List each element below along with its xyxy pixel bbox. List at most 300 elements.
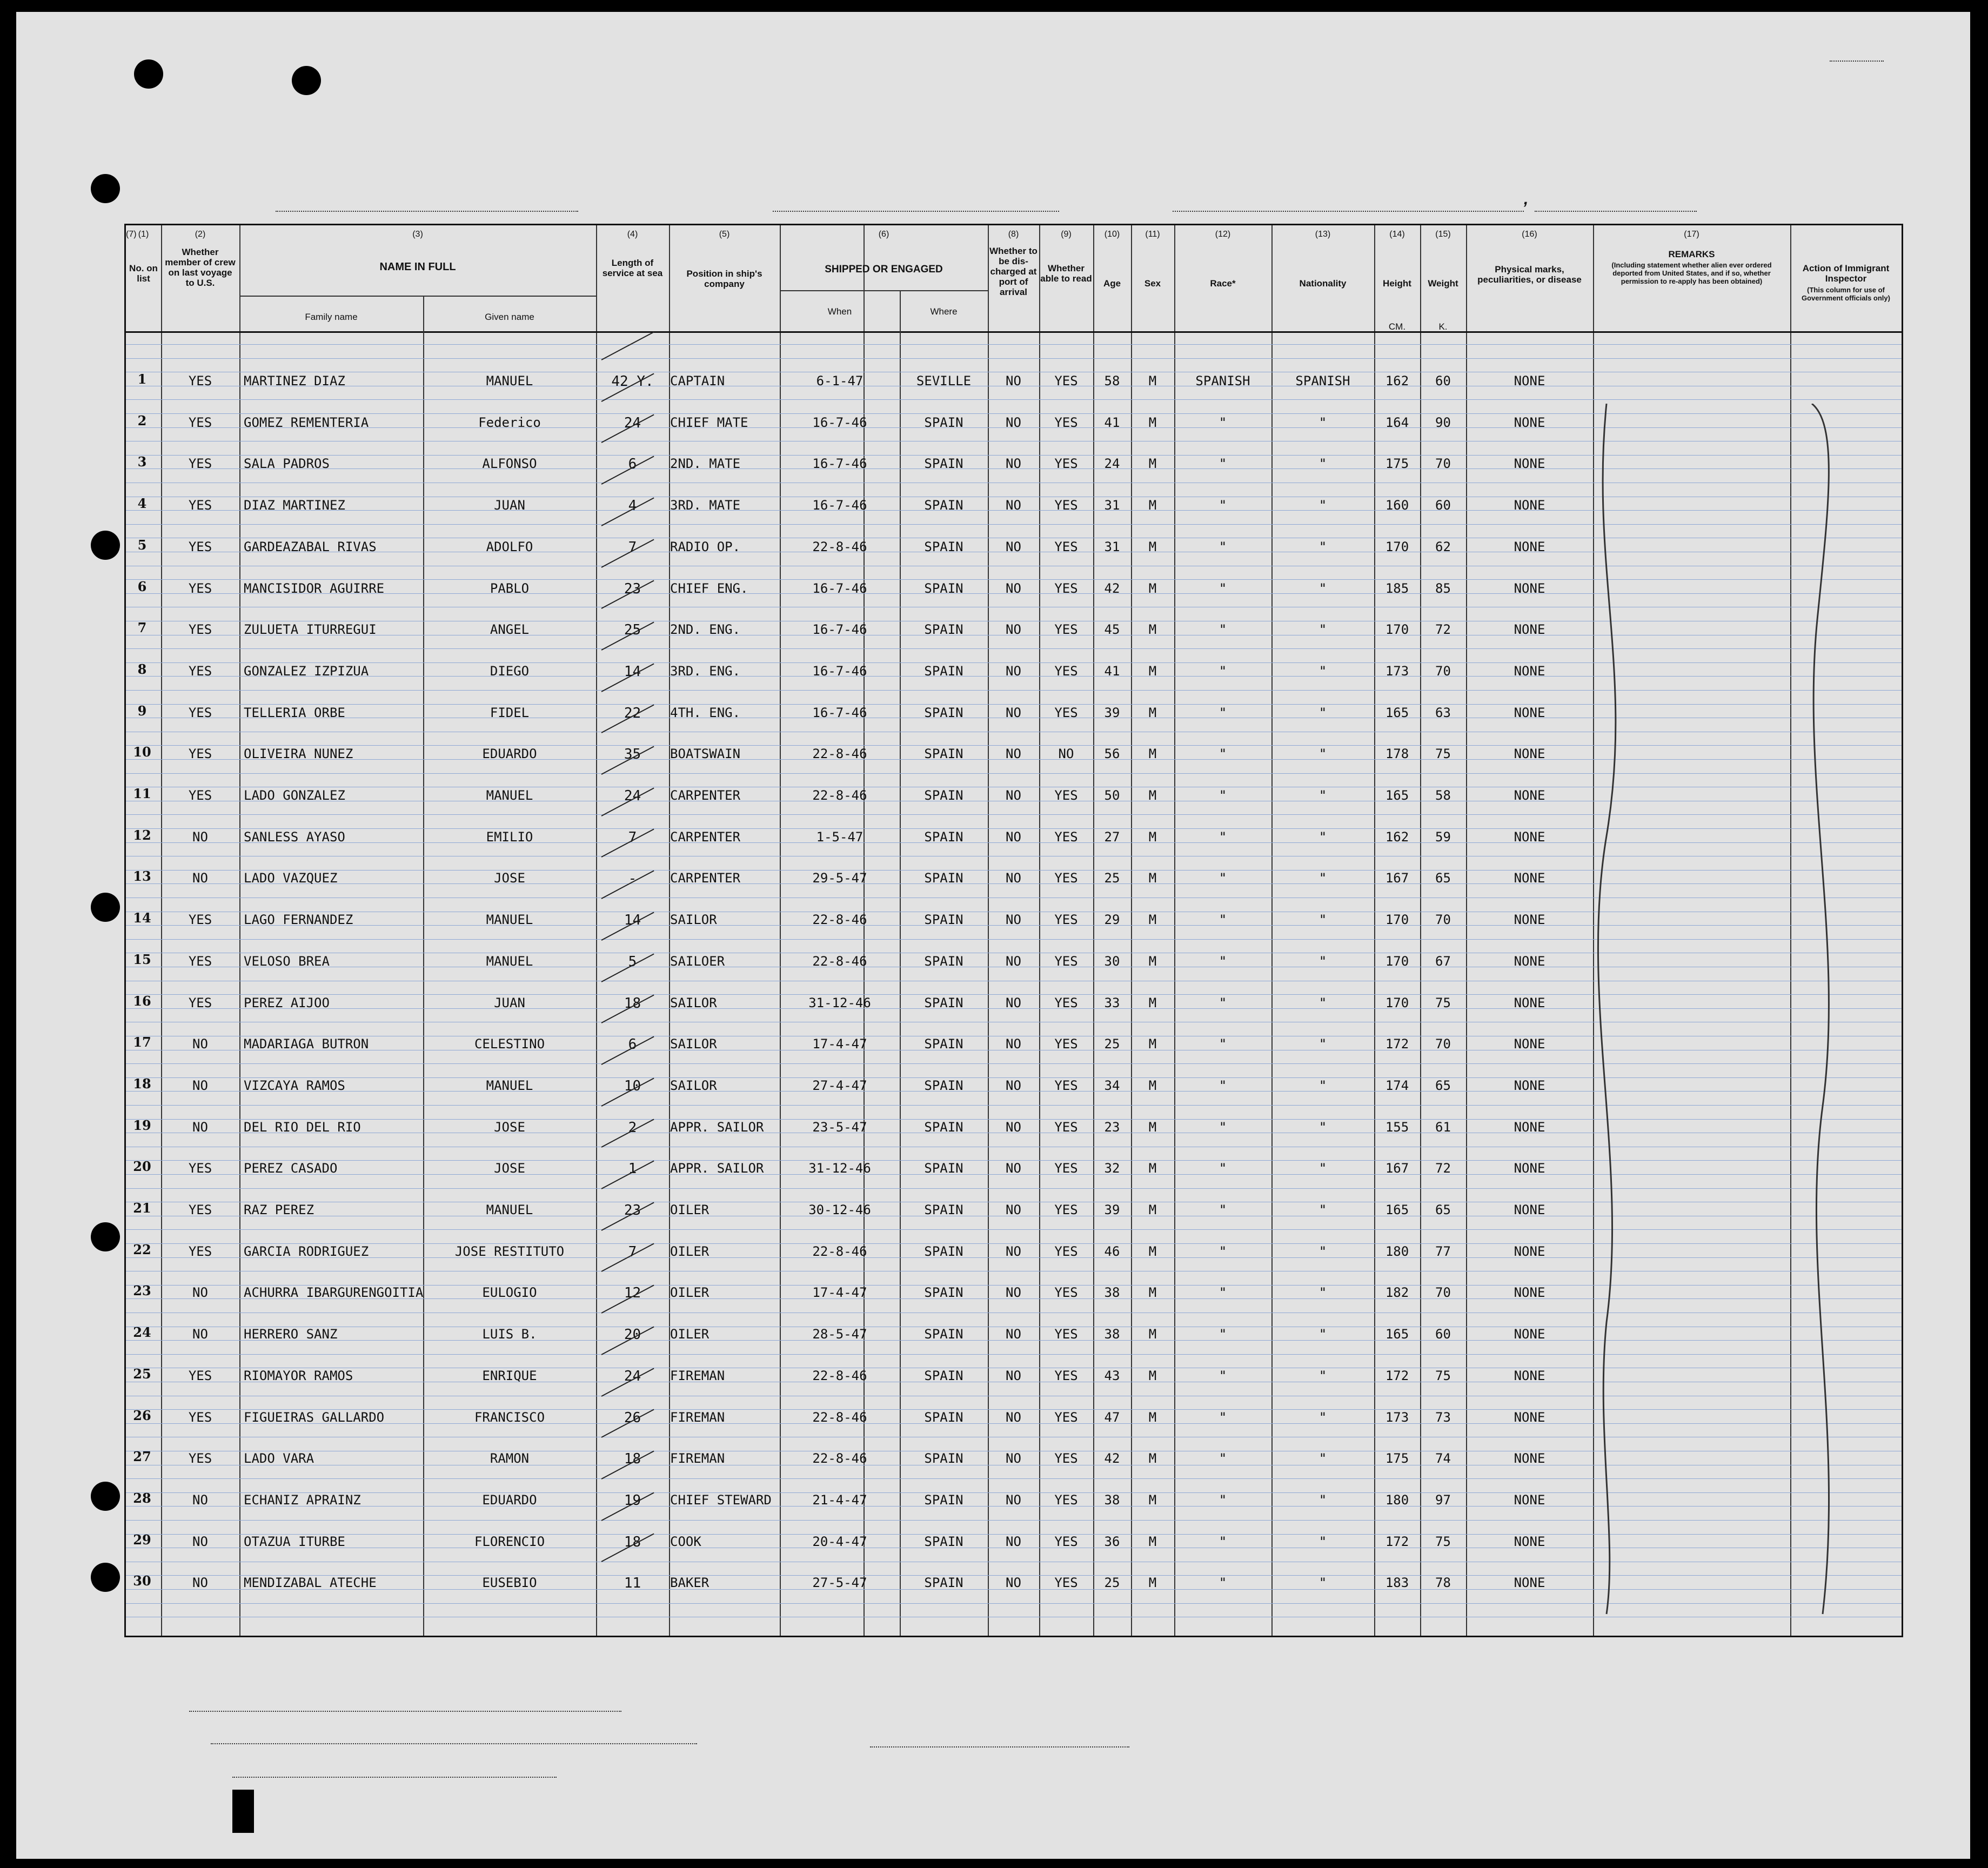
cell-race: " [1219,995,1227,1010]
row-number: 30 [133,1573,151,1589]
cell-race: " [1219,1077,1227,1093]
cell-sex: M [1148,498,1157,513]
cell-position: CARPENTER [670,829,741,845]
cell-where: SPAIN [924,1036,963,1052]
row-number: 17 [133,1034,151,1050]
table-row [126,661,1593,683]
cell-where: SPAIN [924,1534,963,1549]
header-remarks-note: (Including statement whether alien ever ordered deported from United States, and if so, whether permission to re-apply has been obtained) [1611,261,1772,285]
ruled-line [126,344,1902,345]
table-row [126,910,1593,932]
cell-given: JOSE [494,1161,525,1176]
cell-age: 41 [1104,414,1120,430]
cell-where: SPAIN [924,414,963,430]
cell-age: 34 [1104,1077,1120,1093]
cell-given: FRANCISCO [474,1409,545,1425]
table-row [126,1159,1593,1180]
cell-race: " [1219,1409,1227,1425]
table-row [126,1532,1593,1554]
punch-hole [91,893,120,922]
cell-weight: 65 [1435,871,1451,886]
cell-service: 35 [624,746,641,763]
cell-position: APPR. SAILOR [670,1119,764,1135]
cell-given: EMILIO [486,829,533,845]
cell-nationality: " [1318,995,1327,1010]
cell-height: 165 [1385,1202,1409,1217]
table-row [126,371,1593,393]
cell-race: " [1219,746,1227,762]
cell-read: YES [1054,539,1078,554]
cell-read: YES [1054,1534,1078,1549]
cell-age: 42 [1104,1451,1120,1467]
row-number: 12 [133,827,151,843]
row-number: 27 [133,1449,151,1465]
cell-when: 22-8-46 [812,746,867,762]
cell-age: 24 [1104,456,1120,472]
cell-marks: NONE [1514,1077,1545,1093]
cell-discharged: NO [1006,373,1021,389]
ditto-line-remarks [1585,404,1650,1619]
table-row [126,1408,1593,1429]
cell-last: YES [188,912,212,928]
cell-height: 162 [1385,373,1409,389]
cell-family: GARDEAZABAL RIVAS [244,539,377,554]
cell-family: PEREZ CASADO [244,1161,338,1176]
cell-sex: M [1148,663,1157,679]
header-able-to-read: Whether able to read [1040,263,1092,284]
cell-last: YES [188,705,212,720]
cell-sex: M [1148,622,1157,638]
cell-sex: M [1148,1534,1157,1549]
column-number: (5) [719,230,730,239]
table-row [126,537,1593,559]
cell-sex: M [1148,1202,1157,1217]
table-row [126,1200,1593,1222]
cell-sex: M [1148,1119,1157,1135]
cell-when: 22-8-46 [812,1409,867,1425]
cell-family: SANLESS AYASO [244,829,345,845]
cell-race: " [1219,580,1227,596]
cell-marks: NONE [1514,995,1545,1010]
column-rule [1790,225,1791,1636]
cell-discharged: NO [1006,1119,1021,1135]
cell-discharged: NO [1006,663,1021,679]
cell-position: 4TH. ENG. [670,705,741,720]
row-number: 2 [137,412,147,428]
cell-nationality: " [1318,1161,1327,1176]
cell-weight: 60 [1435,373,1451,389]
cell-family: SALA PADROS [244,456,330,472]
cell-family: LAGO FERNANDEZ [244,912,353,928]
cell-where: SPAIN [924,1202,963,1217]
row-number: 21 [133,1200,151,1216]
punch-hole [91,1482,120,1511]
cell-where: SPAIN [924,829,963,845]
cell-when: 27-4-47 [812,1077,867,1093]
cell-marks: NONE [1514,1575,1545,1591]
cell-age: 45 [1104,622,1120,638]
table-row [126,952,1593,973]
table-row [126,1034,1593,1056]
cell-race: " [1219,1243,1227,1259]
header-shipped: SHIPPED OR ENGAGED [825,264,943,275]
row-number: 4 [137,496,147,512]
cell-race: " [1219,456,1227,472]
cell-discharged: NO [1006,414,1021,430]
cell-discharged: NO [1006,622,1021,638]
cell-race: " [1219,1451,1227,1467]
cell-age: 50 [1104,788,1120,803]
row-number: 8 [137,661,147,677]
cell-read: NO [1058,746,1074,762]
cell-family: MADARIAGA BUTRON [244,1036,369,1052]
cell-read: YES [1054,1327,1078,1342]
row-number: 15 [133,951,151,967]
header-no-on-list: No. on list [129,263,158,284]
cell-where: SPAIN [924,1451,963,1467]
cell-given: CELESTINO [474,1036,545,1052]
cell-age: 32 [1104,1161,1120,1176]
cell-last: NO [192,1119,208,1135]
remarks-handwritten [1499,353,1606,368]
cell-discharged: NO [1006,705,1021,720]
cell-age: 38 [1104,1285,1120,1301]
cell-family: LADO VARA [244,1451,314,1467]
cell-sex: M [1148,1492,1157,1508]
cell-when: 6-1-47 [816,373,864,389]
cell-read: YES [1054,1119,1078,1135]
cell-where: SEVILLE [916,373,972,389]
cell-given: FLORENCIO [474,1534,545,1549]
column-number: (7) [126,230,137,239]
subheader-rule [780,290,988,291]
cell-marks: NONE [1514,953,1545,969]
cell-family: MARTINEZ DIAZ [244,373,345,389]
cell-age: 47 [1104,1409,1120,1425]
row-number: 9 [137,702,147,719]
cell-age: 41 [1104,663,1120,679]
cell-sex: M [1148,1161,1157,1176]
cell-sex: M [1148,871,1157,886]
cell-race: " [1219,663,1227,679]
cell-last: YES [188,373,212,389]
cell-last: NO [192,1492,208,1508]
cell-height: 165 [1385,788,1409,803]
cell-given: EDUARDO [482,746,537,762]
cell-weight: 75 [1435,1368,1451,1383]
cell-sex: M [1148,1409,1157,1425]
cell-last: YES [188,539,212,554]
cell-given: MANUEL [486,373,533,389]
cell-discharged: NO [1006,1368,1021,1383]
cell-age: 43 [1104,1368,1120,1383]
cell-family: ZULUETA ITURREGUI [244,622,377,638]
cell-marks: NONE [1514,456,1545,472]
cell-read: YES [1054,1202,1078,1217]
cell-nationality: " [1318,1243,1327,1259]
cell-discharged: NO [1006,456,1021,472]
cell-given: MANUEL [486,1202,533,1217]
row-number: 14 [133,910,151,926]
row-number: 3 [137,454,147,470]
cell-weight: 70 [1435,663,1451,679]
cell-when: 16-7-46 [812,663,867,679]
sheet-number-value [1830,61,1884,62]
cell-last: YES [188,788,212,803]
cell-discharged: NO [1006,953,1021,969]
cell-sex: M [1148,580,1157,596]
cell-service: 18 [624,1534,641,1550]
cell-race: " [1219,1036,1227,1052]
cell-weight: 72 [1435,1161,1451,1176]
cell-height: 172 [1385,1534,1409,1549]
cell-race: " [1219,1285,1227,1301]
cell-height: 175 [1385,1451,1409,1467]
cell-service: 24 [624,1368,641,1384]
cell-family: GOMEZ REMENTERIA [244,414,369,430]
cell-given: EULOGIO [482,1285,537,1301]
cell-service: 26 [624,1409,641,1426]
cell-race: " [1219,1492,1227,1508]
cell-when: 21-4-47 [812,1492,867,1508]
cell-weight: 97 [1435,1492,1451,1508]
header-last-voyage: Whether member of crew on last voyage to U.S. [165,247,236,288]
footer [124,1638,1907,1844]
table-row [126,1117,1593,1139]
cell-age: 38 [1104,1327,1120,1342]
row-number: 24 [133,1324,151,1341]
cell-service: 10 [624,1077,641,1094]
cell-last: YES [188,622,212,638]
cell-height: 180 [1385,1492,1409,1508]
cell-weight: 75 [1435,995,1451,1010]
cell-last: YES [188,953,212,969]
cell-service: 19 [624,1492,641,1509]
header-name-in-full: NAME IN FULL [379,261,456,273]
cell-weight: 58 [1435,788,1451,803]
cell-height: 164 [1385,414,1409,430]
cell-weight: 75 [1435,1534,1451,1549]
cell-where: SPAIN [924,1575,963,1591]
row-number: 22 [133,1241,151,1257]
cell-position: OILER [670,1327,709,1342]
cell-service: 6 [628,1036,637,1053]
cell-height: 170 [1385,912,1409,928]
cell-position: CARPENTER [670,788,741,803]
cell-marks: NONE [1514,1036,1545,1052]
cell-family: VELOSO BREA [244,953,330,969]
cell-given: ENRIQUE [482,1368,537,1383]
cell-height: 167 [1385,871,1409,886]
cell-height: 182 [1385,1285,1409,1301]
cell-last: YES [188,1202,212,1217]
ditto-line-action [1796,404,1860,1619]
cell-service: 22 [624,705,641,721]
cell-last: YES [188,1451,212,1467]
cell-service: 24 [624,414,641,431]
cell-height: 172 [1385,1036,1409,1052]
cell-position: OILER [670,1202,709,1217]
cell-given: PABLO [490,580,530,596]
cell-where: SPAIN [924,663,963,679]
cell-age: 25 [1104,1575,1120,1591]
cell-height: 170 [1385,622,1409,638]
cell-nationality: SPANISH [1295,373,1350,389]
cell-marks: NONE [1514,498,1545,513]
cell-where: SPAIN [924,953,963,969]
cell-height: 170 [1385,995,1409,1010]
cell-age: 42 [1104,580,1120,596]
punch-hole [292,66,321,95]
header-inspector-note: (This column for use of Government officials only) [1802,286,1890,302]
cell-marks: NONE [1514,1285,1545,1301]
cell-last: NO [192,1077,208,1093]
cell-given: MANUEL [486,1077,533,1093]
cell-read: YES [1054,414,1078,430]
cell-read: YES [1054,953,1078,969]
cell-nationality: " [1318,498,1327,513]
cell-given: MANUEL [486,912,533,928]
cell-marks: NONE [1514,1409,1545,1425]
cell-when: 20-4-47 [812,1534,867,1549]
cell-given: JUAN [494,498,525,513]
cell-service: 23 [624,580,641,597]
cell-age: 25 [1104,1036,1120,1052]
cell-race: " [1219,829,1227,845]
page-tab-notch [232,1790,254,1833]
cell-last: YES [188,663,212,679]
cell-when: 16-7-46 [812,414,867,430]
table-row [126,786,1593,807]
cell-height: 170 [1385,953,1409,969]
cell-nationality: " [1318,871,1327,886]
cell-service: 20 [624,1327,641,1343]
cell-when: 16-7-46 [812,622,867,638]
cell-weight: 59 [1435,829,1451,845]
cell-last: YES [188,1243,212,1259]
cell-race: " [1219,871,1227,886]
cell-height: 175 [1385,456,1409,472]
cell-marks: NONE [1514,871,1545,886]
cell-weight: 61 [1435,1119,1451,1135]
row-number: 25 [133,1365,151,1382]
sheet-number [1830,51,1884,65]
cell-position: CHIEF ENG. [670,580,748,596]
header-rule [126,331,1902,333]
cell-sex: M [1148,829,1157,845]
cell-where: SPAIN [924,746,963,762]
cell-where: SPAIN [924,1327,963,1342]
column-number: (4) [627,230,638,239]
cell-where: SPAIN [924,1492,963,1508]
cell-family: OLIVEIRA NUNEZ [244,746,353,762]
table-row [126,1242,1593,1263]
header-physical-marks: Physical marks, peculiarities, or disease [1477,264,1582,285]
column-number: (9) [1061,230,1072,239]
cell-when: 22-8-46 [812,953,867,969]
cell-family: HERRERO SANZ [244,1327,338,1342]
cell-when: 22-8-46 [812,1368,867,1383]
cell-family: ACHURRA IBARGURENGOITIA [244,1285,424,1301]
cell-when: 22-8-46 [812,788,867,803]
cell-read: YES [1054,829,1078,845]
cell-marks: NONE [1514,663,1545,679]
cell-nationality: " [1318,1534,1327,1549]
cell-sex: M [1148,1327,1157,1342]
cell-given: Federico [478,414,541,430]
cell-nationality: " [1318,414,1327,430]
cell-when: 27-5-47 [812,1575,867,1591]
cell-last: YES [188,456,212,472]
column-number: (12) [1215,230,1231,239]
cell-position: CARPENTER [670,871,741,886]
cell-service: 7 [628,539,637,555]
cell-service: 25 [624,622,641,639]
cell-when: 31-12-46 [808,995,871,1010]
column-number: (16) [1522,230,1537,239]
table-row [126,1324,1593,1346]
cell-where: SPAIN [924,705,963,720]
cell-given: ANGEL [490,622,530,638]
column-number: (14) [1389,230,1405,239]
cell-last: YES [188,498,212,513]
header-where: Where [930,306,958,317]
cell-race: " [1219,622,1227,638]
header-given-name: Given name [485,312,534,322]
cell-where: SPAIN [924,456,963,472]
table-row [126,620,1593,641]
cell-given: LUIS B. [482,1327,537,1342]
cell-family: RAZ PEREZ [244,1202,314,1217]
cell-sex: M [1148,1575,1157,1591]
cell-when: 30-12-46 [808,1202,871,1217]
cell-position: COOK [670,1534,701,1549]
cell-where: SPAIN [924,539,963,554]
table-row [126,413,1593,434]
subheader-rule [239,296,596,297]
cell-last: YES [188,580,212,596]
cell-where: SPAIN [924,1077,963,1093]
cell-nationality: " [1318,1119,1327,1135]
cell-age: 31 [1104,539,1120,554]
row-number: 18 [133,1075,151,1092]
cell-where: SPAIN [924,1409,963,1425]
cell-weight: 67 [1435,953,1451,969]
crew-table [124,224,1903,1637]
cell-where: SPAIN [924,622,963,638]
cell-age: 30 [1104,953,1120,969]
cell-last: YES [188,414,212,430]
cell-marks: NONE [1514,1368,1545,1383]
cell-service: 7 [628,829,637,846]
cell-read: YES [1054,995,1078,1010]
cell-given: JUAN [494,995,525,1010]
cell-where: SPAIN [924,580,963,596]
cell-nationality: " [1318,829,1327,845]
cell-height: 185 [1385,580,1409,596]
table-row [126,1076,1593,1097]
header-race: Race* [1210,278,1236,289]
cell-service: 6 [628,456,637,473]
cell-age: 27 [1104,829,1120,845]
cell-height: 178 [1385,746,1409,762]
cell-sex: M [1148,953,1157,969]
cell-sex: M [1148,746,1157,762]
cell-height: 170 [1385,539,1409,554]
cell-where: SPAIN [924,1243,963,1259]
cell-discharged: NO [1006,1409,1021,1425]
cell-last: YES [188,1409,212,1425]
